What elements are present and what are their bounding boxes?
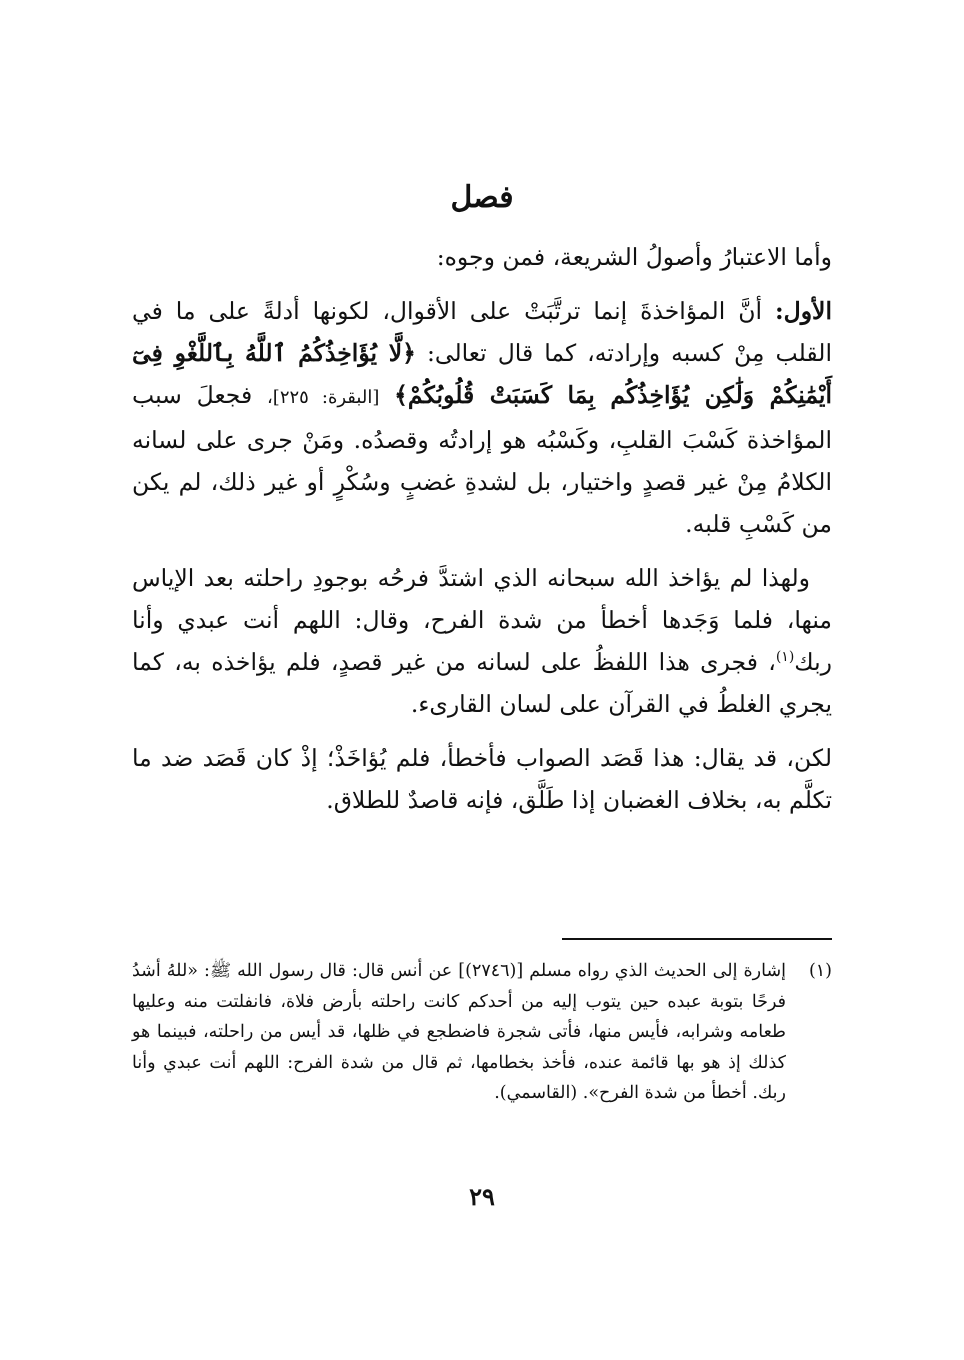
paragraph-hadith-example xyxy=(132,557,832,725)
paragraph-first-aspect xyxy=(132,290,832,545)
paragraph-objection xyxy=(132,737,832,821)
paragraph-intro xyxy=(132,236,832,278)
footnote-marker: (١) xyxy=(808,961,832,981)
footnote xyxy=(132,956,832,1109)
hadith-example-text-b: ، فجرى هذا اللفظُ على لسانه من غير قصدٍ، فلم يؤاخذه به، كما يجري الغلطُ في القرآن على لسان القارىء. xyxy=(132,648,832,718)
main-text xyxy=(132,236,832,833)
quran-verse: ﴿لَّا يُؤَاخِذُكُمُ ٱللَّهُ بِٱللَّغْوِ فِىٓ أَيْمَٰنِكُمْ وَلَٰكِن يُؤَاخِذُكُم بِمَا كَسَبَتْ قُلُوبُكُمْ﴾ xyxy=(132,339,832,409)
hadith-example-text-a: ولهذا لم يؤاخذ الله سبحانه الذي اشتدَّ فرحُه بوجودِ راحلته بعد الإياس منها، فلما وَجَدها أخطأ من شدة الفرح، وقال: اللهم أنت عبدي وأنا ربك xyxy=(132,564,832,676)
footnote-divider xyxy=(562,938,832,940)
first-aspect-text-a: أنَّ المؤاخذةَ إنما ترتَّبَتْ على الأقوال، لكونها أدلةً على ما في القلب مِنْ كسبه وإرادته، كما قال تعالى: xyxy=(132,297,832,367)
paragraph-intro-text: وأما الاعتبارُ وأصولُ الشريعة، فمن وجوه: xyxy=(436,243,832,271)
section-heading: فصل xyxy=(450,180,514,215)
first-aspect-label: الأول: xyxy=(774,297,832,325)
objection-text: لكن، قد يقال: هذا قَصَد الصواب فأخطأ، فلم يُؤاخَذْ؛ إذْ كان قَصَد ضد ما تكلَّم به، بخلاف الغضبان إذا طَلَّق، فإنه قاصدٌ للطلاق. xyxy=(132,744,832,814)
quran-reference: [البقرة: ٢٢٥]، xyxy=(266,387,380,408)
first-aspect-text-b: فجعلَ سبب المؤاخذة كَسْبَ القلبِ، وكَسْبُه هو إرادتُه وقصدُه. ومَنْ جرى على لسانه الكلامُ مِنْ غير قصدٍ واختيار، بل لشدةِ غضبٍ وسُكْرٍ أو غير ذلك، لم يكن من كَسْبِ قلبه. xyxy=(132,381,832,538)
page-number: ٢٩ xyxy=(469,1182,495,1211)
footnote-reference[interactable]: (١) xyxy=(775,649,795,666)
footnote-text: إشارة إلى الحديث الذي رواه مسلم [(٢٧٤٦)] عن أنس قال: قال رسول الله ﷺ: «للهُ أشدُ فرحًا بتوبة عبده حين يتوب إليه من أحدكم كانت راحلته بأرض فلاة، فانفلتت منه وعليها طعامه وشرابه، فأيس منها، فأتى شجرة فاضطجع في ظلها، قد أيس من راحلته، فبينما هو كذلك إذ هو بها قائمة عنده، فأخذ بخطامها، ثم قال من شدة الفرح: اللهم أنت عبدي وأنا ربك. أخطأ من شدة الفرح». (القاسمي). xyxy=(132,961,786,1103)
